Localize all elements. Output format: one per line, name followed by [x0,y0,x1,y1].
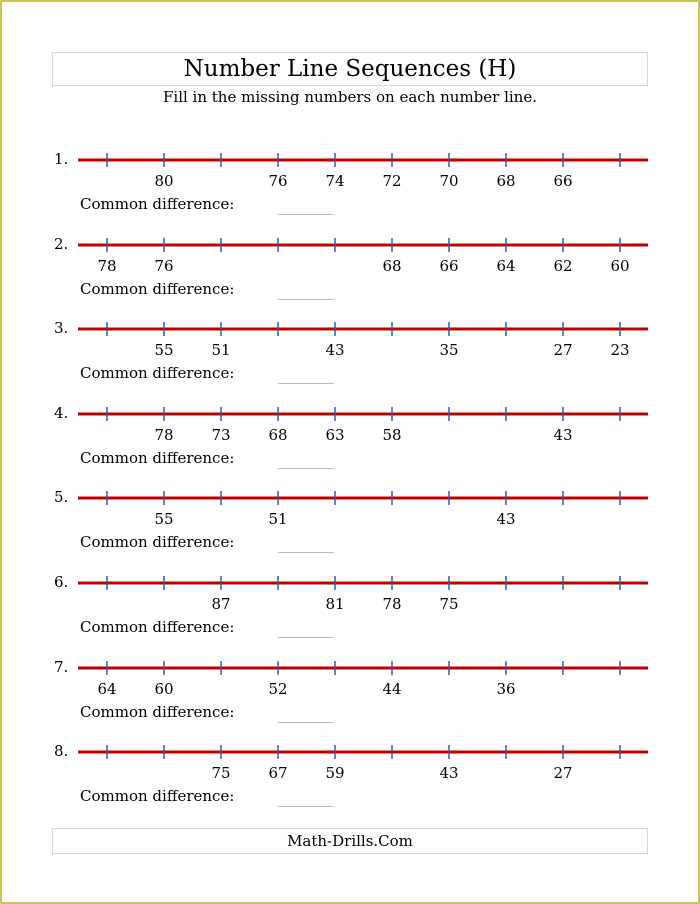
tick-label: 68 [268,425,288,444]
tick-label: 68 [382,256,402,275]
number-line-problem [2,488,700,582]
tick-label: 63 [325,425,345,444]
common-difference-answer-line [278,637,334,638]
common-difference-label: Common difference: [80,364,235,383]
common-difference-answer-line [278,806,334,807]
number-line [2,150,700,170]
tick-label: 43 [553,425,573,444]
number-line-problem [2,234,700,329]
tick-label: 78 [154,425,174,444]
title-box [52,52,648,86]
number-line [2,319,700,339]
tick-label: 52 [268,679,288,698]
common-difference-label: Common difference: [80,279,235,298]
number-line [2,404,700,424]
common-difference-label: Common difference: [80,618,235,636]
footer-text: Math-Drills.Com [287,832,413,850]
tick-label: 70 [439,172,459,190]
common-difference-answer-line [278,722,334,723]
tick-label: 75 [439,595,459,613]
tick-label: 76 [154,256,174,275]
tick-label: 64 [97,679,117,698]
tick-label: 75 [211,764,231,783]
number-line [2,573,700,593]
tick-label: 44 [382,679,402,698]
common-difference-answer-line [278,299,334,300]
problem-number: 3. [54,319,69,338]
tick-label: 43 [325,341,345,360]
tick-label: 66 [439,256,459,275]
tick-label: 55 [154,341,174,360]
tick-label: 80 [154,172,174,190]
common-difference-label: Common difference: [80,702,235,721]
tick-label: 27 [553,764,573,783]
tick-label: 51 [211,341,231,360]
common-difference-label: Common difference: [80,787,235,806]
tick-label: 78 [97,256,117,275]
tick-label: 60 [154,679,174,698]
common-difference-answer-line [278,468,334,469]
tick-label: 68 [496,172,516,190]
footer-box [52,828,648,854]
tick-label: 35 [439,341,459,360]
tick-label: 67 [268,764,288,783]
problem-number: 8. [54,742,69,761]
common-difference-answer-line [278,383,334,384]
common-difference-label: Common difference: [80,533,235,552]
tick-label: 64 [496,256,516,275]
tick-label: 23 [610,341,630,360]
tick-label: 58 [382,425,402,444]
common-difference-answer-line [278,214,334,215]
number-line [2,742,700,762]
problem-number: 1. [54,150,69,168]
number-line [2,235,700,255]
problem-number: 2. [54,234,69,253]
tick-label: 74 [325,172,345,190]
number-line-problem [2,742,700,836]
number-line-problem [2,573,700,667]
tick-label: 72 [382,172,402,190]
tick-label: 43 [496,510,516,529]
problem-number: 5. [54,488,69,507]
tick-label: 27 [553,341,573,360]
tick-label: 43 [439,764,459,783]
problem-number: 4. [54,403,69,422]
common-difference-label: Common difference: [80,195,235,213]
tick-label: 81 [325,595,345,613]
number-line [2,488,700,508]
tick-label: 36 [496,679,516,698]
common-difference-answer-line [278,552,334,553]
tick-label: 78 [382,595,402,613]
tick-label: 66 [553,172,573,190]
number-line [2,658,700,678]
problem-number: 7. [54,657,69,676]
tick-label: 60 [610,256,630,275]
tick-label: 55 [154,510,174,529]
problem-number: 6. [54,573,69,591]
number-line-problem [2,657,700,752]
instructions: Fill in the missing numbers on each number line. [162,88,537,106]
tick-label: 62 [553,256,573,275]
tick-label: 73 [211,425,231,444]
number-line-problem [2,319,700,413]
tick-label: 51 [268,510,288,529]
tick-label: 59 [325,764,345,783]
common-difference-label: Common difference: [80,448,235,467]
page-title: Number Line Sequences (H) [183,56,517,82]
tick-label: 76 [268,172,288,190]
number-line-problem [2,150,700,244]
number-line-problem [2,403,700,498]
tick-label: 87 [211,595,231,613]
